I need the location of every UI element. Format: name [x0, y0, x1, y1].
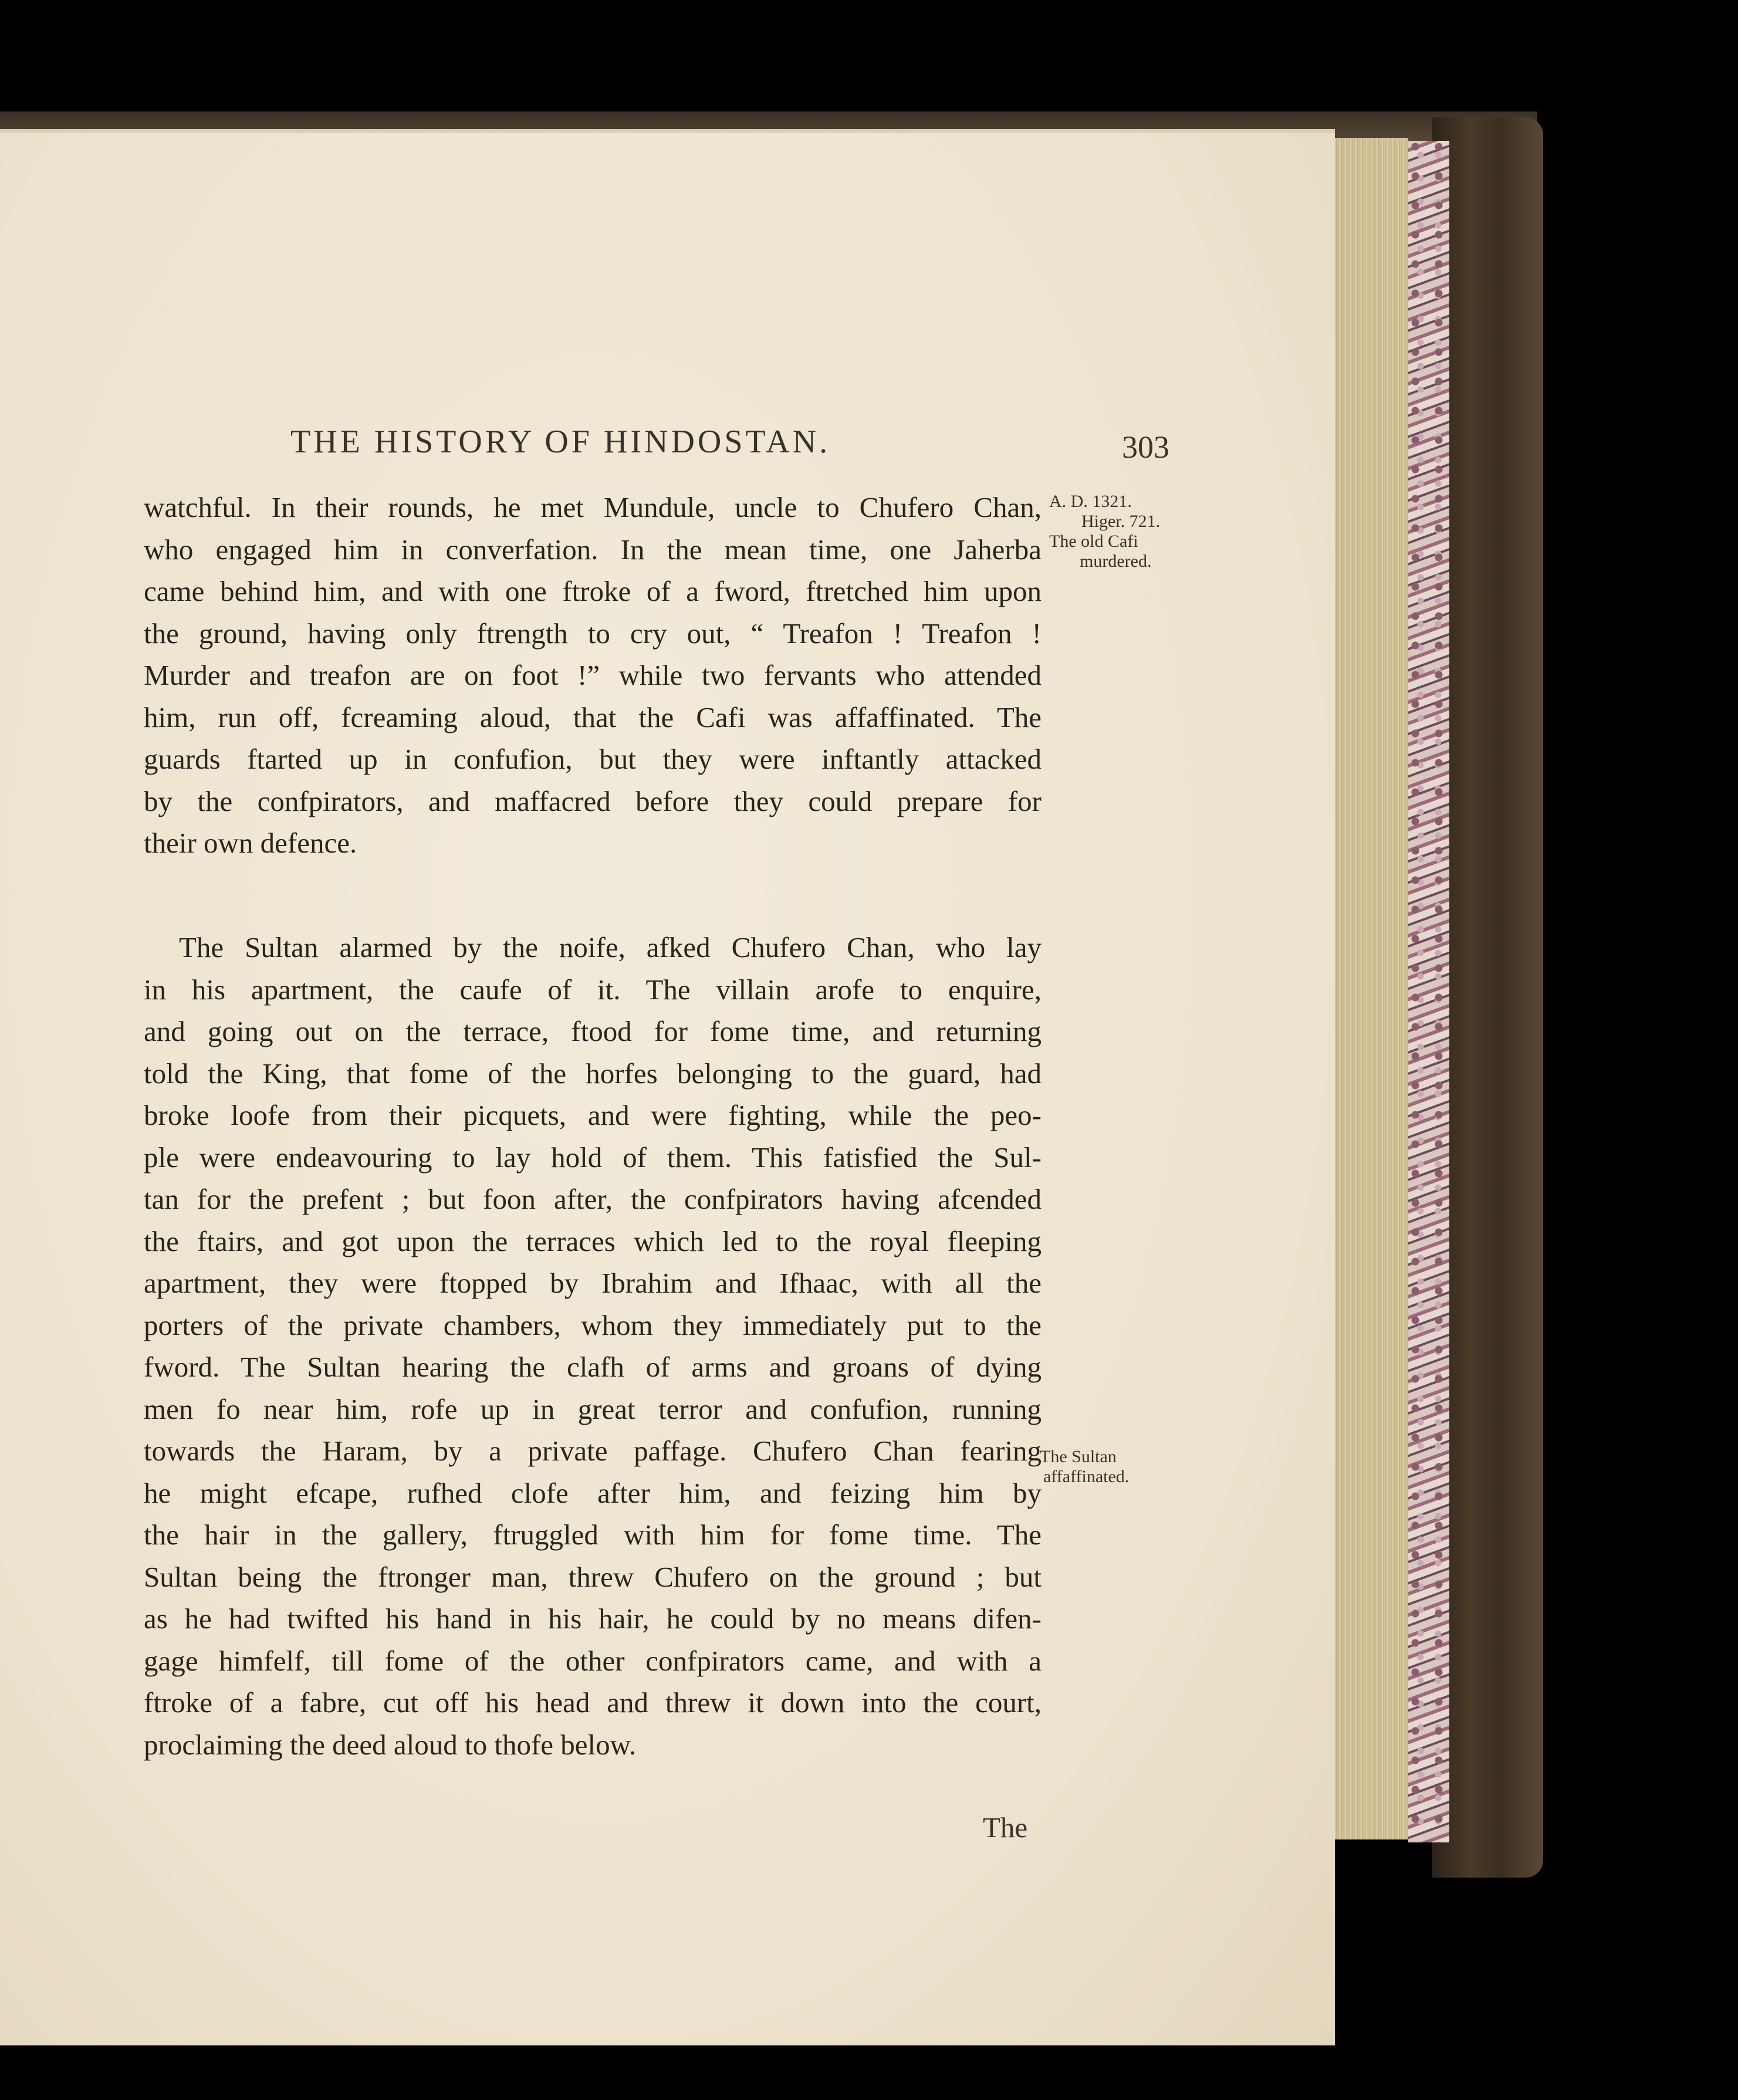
running-head: THE HISTORY OF HINDOSTAN.: [290, 424, 831, 460]
margin-note-date-murder: [1049, 492, 1160, 572]
margin-note-line: A. D. 1321.: [1049, 492, 1132, 511]
text-line: watchful. In their rounds, he met Mundule, uncle to Chufero Chan,: [144, 491, 1042, 523]
margin-note-line: The old Cafi: [1049, 532, 1138, 551]
paragraph-2: [144, 926, 1042, 1766]
margin-note-sultan-assassinated: [1040, 1447, 1129, 1487]
text-line: the hair in the gallery, ftruggled with him for fome time. The: [144, 1519, 1042, 1551]
margin-note-line: The Sultan: [1040, 1447, 1117, 1466]
marbled-page-edge: [1408, 141, 1449, 1842]
text-line: he might efcape, rufhed clofe after him, and feizing him by: [144, 1476, 1042, 1509]
text-line: by the confpirators, and maffacred before they could prepare for: [144, 784, 1042, 817]
text-line: Sultan being the ftronger man, threw Chufero on the ground ; but: [144, 1560, 1042, 1593]
margin-note-line: affaffinated.: [1043, 1467, 1130, 1486]
margin-note-line: murdered.: [1080, 552, 1152, 571]
catchword: The: [983, 1811, 1028, 1844]
page-block-edges: [1326, 138, 1408, 1839]
text-line: gage himfelf, till fome of the other confpirators came, and with a: [144, 1644, 1042, 1677]
text-line: apartment, they were ftopped by Ibrahim and Ifhaac, with all the: [144, 1267, 1042, 1299]
text-line: the ground, having only ftrength to cry out, “ Treafon ! Treafon !: [144, 617, 1042, 650]
text-line: guards ftarted up in confufion, but they were inftantly attacked: [144, 743, 1042, 775]
text-line: told the King, that fome of the horfes belonging to the guard, had: [144, 1057, 1042, 1090]
text-line: broke loofe from their picquets, and were fighting, while the peo-: [144, 1099, 1042, 1131]
text-line: ple were endeavouring to lay hold of them. This fatisfied the Sul-: [144, 1141, 1042, 1174]
page-number: 303: [1122, 430, 1169, 465]
text-line: came behind him, and with one ftroke of a fword, ftretched him upon: [144, 575, 1042, 607]
text-line: ftroke of a fabre, cut off his head and threw it down into the court,: [144, 1686, 1042, 1719]
text-line: the ftairs, and got upon the terraces which led to the royal fleeping: [144, 1225, 1042, 1257]
text-line: porters of the private chambers, whom they immediately put to the: [144, 1308, 1042, 1341]
text-line: proclaiming the deed aloud to thofe below.: [144, 1728, 637, 1761]
text-line: The Sultan alarmed by the noife, afked Chufero Chan, who lay: [179, 931, 1042, 963]
text-line: and going out on the terrace, ftood for fome time, and returning: [144, 1015, 1042, 1047]
text-line: who engaged him in converfation. In the mean time, one Jaherba: [144, 533, 1042, 566]
text-line: as he had twifted his hand in his hair, he could by no means difen-: [144, 1602, 1042, 1635]
text-line: tan for the prefent ; but foon after, the confpirators having afcended: [144, 1183, 1042, 1215]
text-line: fword. The Sultan hearing the clafh of arms and groans of dying: [144, 1351, 1042, 1383]
text-line: towards the Haram, by a private paffage. Chufero Chan fearing: [144, 1435, 1042, 1467]
margin-note-line: Higer. 721.: [1081, 512, 1161, 531]
text-line: in his apartment, the caufe of it. The villain arofe to enquire,: [144, 973, 1042, 1006]
text-line: their own defence.: [144, 827, 357, 859]
text-line: Murder and treafon are on foot !” while two fervants who attended: [144, 659, 1042, 691]
book-page: [0, 129, 1335, 2045]
text-line: him, run off, fcreaming aloud, that the Cafi was affaffinated. The: [144, 701, 1042, 733]
text-line: men fo near him, rofe up in great terror and confufion, running: [144, 1392, 1042, 1425]
paragraph-1: [144, 486, 1042, 864]
